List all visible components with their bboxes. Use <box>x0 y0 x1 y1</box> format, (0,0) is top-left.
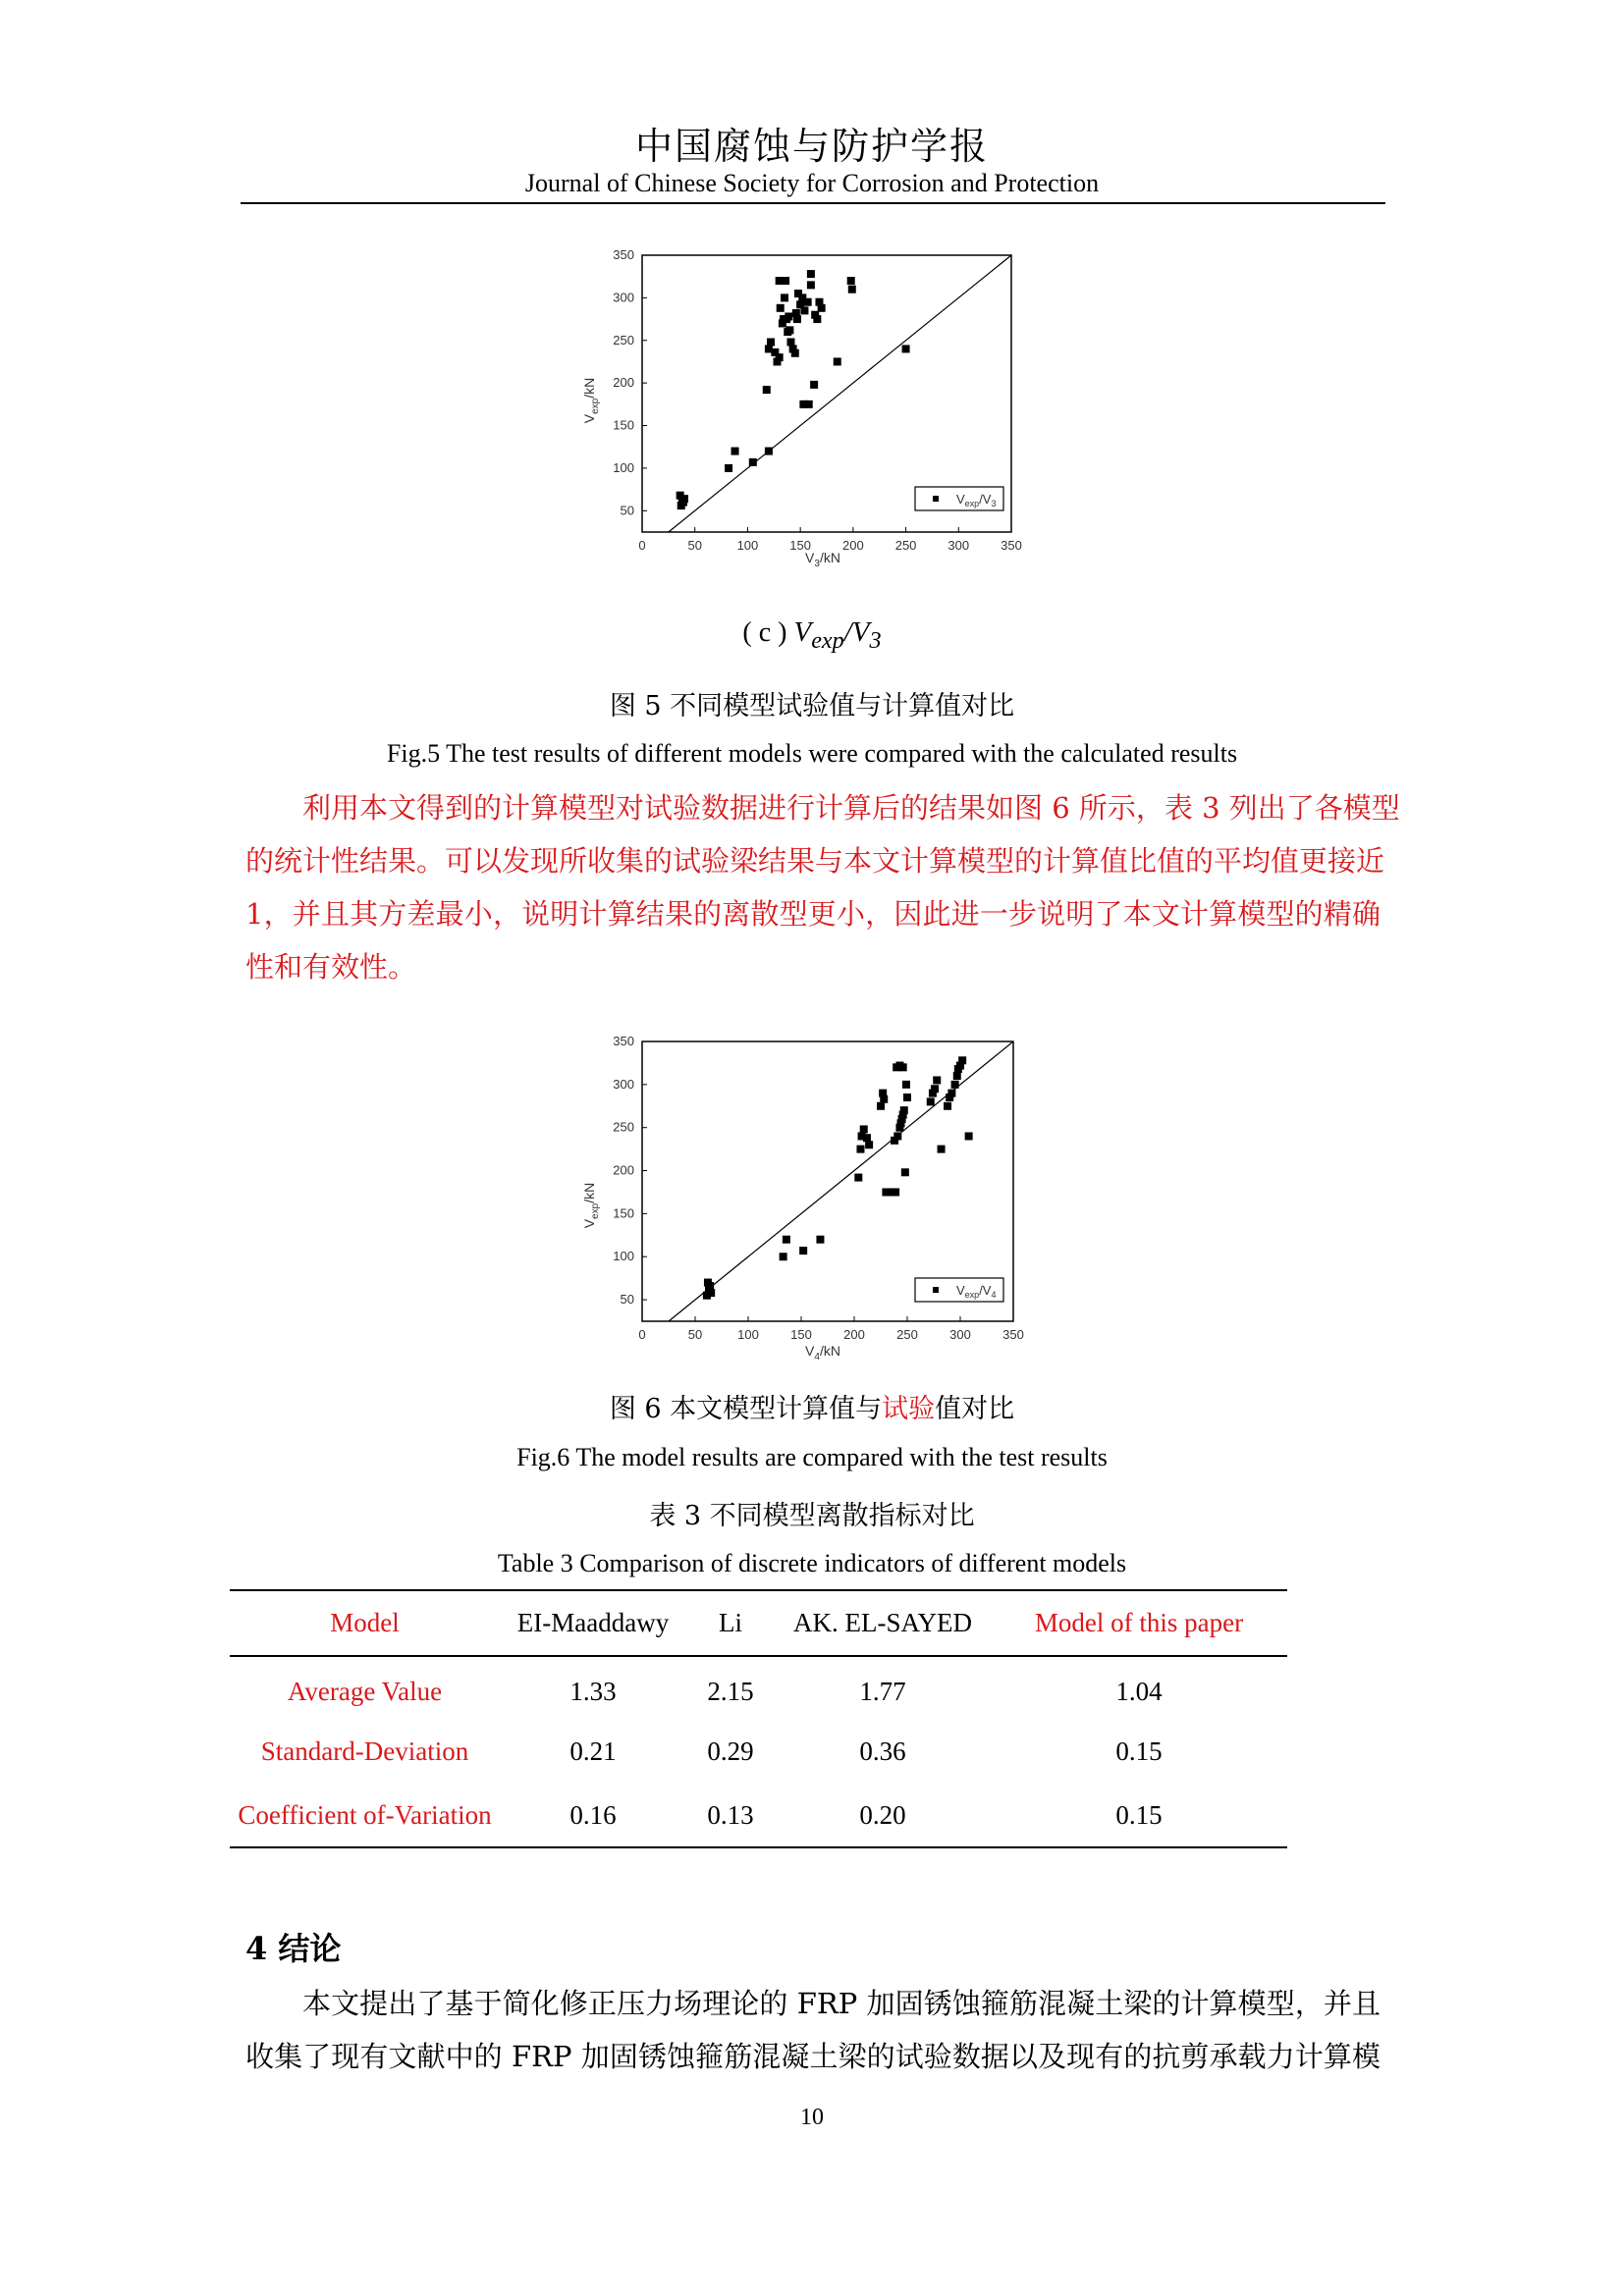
table-row <box>230 1720 1287 1784</box>
y-axis-label: $V_{exp}/kN$ <box>581 1182 601 1229</box>
y-tick-label: 150 <box>613 417 634 433</box>
x-tick-label: 50 <box>687 538 702 553</box>
data-point <box>847 277 855 285</box>
table-header-cell: AK. EL-SAYED <box>793 1608 972 1637</box>
x-tick-label: 50 <box>687 1327 703 1342</box>
x-tick-label: 350 <box>1002 1327 1024 1342</box>
conclusion-paragraph <box>245 1977 1380 2083</box>
data-point <box>799 1247 807 1255</box>
data-point <box>804 298 812 306</box>
results-paragraph <box>245 781 1400 993</box>
data-point <box>947 1090 955 1097</box>
data-point <box>785 326 793 334</box>
data-point <box>958 1056 966 1064</box>
legend-label: $V_{exp}/V_3$ <box>956 492 997 508</box>
paragraph-line: 本文提出了基于简化修正压力场理论的 FRP 加固锈蚀箍筋混凝土梁的计算模型，并且 <box>302 1987 1380 2020</box>
paragraph-line: 的统计性结果。可以发现所收集的试验梁结果与本文计算模型的计算值比值的平均值更接近 <box>245 844 1385 878</box>
data-point <box>791 349 799 357</box>
data-point <box>900 1106 908 1114</box>
x-axis-label: $V_4/kN$ <box>805 1343 840 1362</box>
y-tick-label: 350 <box>613 1034 634 1048</box>
table-row <box>230 1784 1287 1847</box>
data-point <box>680 495 688 503</box>
figure-6-scatter-chart <box>550 1023 1060 1366</box>
data-point <box>848 286 856 294</box>
data-point <box>818 304 826 312</box>
x-tick-label: 200 <box>843 1327 865 1342</box>
x-tick-label: 0 <box>638 538 646 553</box>
data-point <box>902 345 910 352</box>
y-axis-label: $V_{exp}/kN$ <box>581 377 601 424</box>
table-row <box>230 1656 1287 1720</box>
table-header-cell: Model <box>330 1608 400 1637</box>
data-point <box>860 1125 868 1133</box>
y-tick-label: 50 <box>620 503 634 518</box>
table-header-cell: Li <box>719 1608 742 1637</box>
data-point <box>810 381 818 389</box>
y-tick-label: 250 <box>613 332 634 347</box>
paragraph-line: 利用本文得到的计算模型对试验数据进行计算后的结果如图 6 所示，表 3 列出了各模型 <box>302 791 1400 825</box>
figure-5c-scatter-chart <box>550 236 1060 579</box>
data-point <box>782 277 789 285</box>
figure-6-caption-cn: 图 6 本文模型计算值与试验值对比 <box>609 1394 1015 1424</box>
figure-5-caption-cn: 图 5 不同模型试验值与计算值对比 <box>609 691 1015 721</box>
table-cell: 1.77 <box>859 1676 906 1706</box>
table-cell: 0.15 <box>1115 1799 1163 1830</box>
data-point <box>863 1134 871 1142</box>
legend-marker <box>933 496 939 502</box>
table-cell: 0.13 <box>707 1799 754 1830</box>
data-point <box>927 1097 935 1105</box>
x-tick-label: 350 <box>1001 538 1022 553</box>
paragraph-line: 1，并且其方差最小，说明计算结果的离散型更小，因此进一步说明了本文计算模型的精确 <box>245 897 1380 931</box>
header-divider <box>241 202 1385 204</box>
data-point <box>763 386 771 394</box>
data-point <box>816 1236 824 1244</box>
table-cell: 2.15 <box>707 1676 754 1706</box>
table-row-label: Coefficient of-Variation <box>238 1799 492 1830</box>
data-point <box>807 281 815 289</box>
legend-marker <box>933 1287 939 1293</box>
x-axis-label: $V_3/kN$ <box>805 550 840 569</box>
x-tick-label: 0 <box>638 1327 646 1342</box>
table-cell: 0.36 <box>859 1736 906 1766</box>
x-tick-label: 150 <box>790 1327 812 1342</box>
x-tick-label: 150 <box>789 538 811 553</box>
data-point <box>931 1085 939 1093</box>
data-point <box>965 1132 973 1140</box>
data-point <box>805 400 813 408</box>
data-point <box>800 306 808 314</box>
y-tick-label: 350 <box>613 247 634 262</box>
data-point <box>703 1292 711 1300</box>
table-cell: 0.20 <box>859 1799 906 1830</box>
data-point <box>902 1081 910 1089</box>
data-point <box>944 1102 951 1110</box>
data-point <box>777 304 785 312</box>
data-point <box>856 1146 864 1153</box>
y-tick-label: 250 <box>613 1119 634 1135</box>
data-point <box>783 1236 790 1244</box>
section-4-heading: 4 结论 <box>245 1930 342 1967</box>
figure-5-caption-en: Fig.5 The test results of different models were compared with the calculated results <box>386 739 1238 768</box>
data-point <box>880 1095 888 1103</box>
data-point <box>731 448 739 455</box>
y-tick-label: 200 <box>613 375 634 391</box>
table-3-caption-en: Table 3 Comparison of discrete indicators of different models <box>497 1549 1127 1577</box>
paragraph-line: 性和有效性。 <box>245 950 417 984</box>
data-point <box>786 339 794 347</box>
data-point <box>725 464 732 472</box>
table-cell: 0.21 <box>569 1736 617 1766</box>
table-header-row <box>230 1590 1287 1656</box>
table-cell: 1.33 <box>569 1676 617 1706</box>
chart-legend <box>915 1278 1003 1302</box>
data-point <box>767 339 775 347</box>
journal-title-en: Journal of Chinese Society for Corrosion and Protection <box>524 169 1100 197</box>
data-point <box>892 1188 899 1196</box>
x-tick-label: 250 <box>894 538 917 553</box>
table-3-caption-cn: 表 3 不同模型离散指标对比 <box>649 1501 975 1531</box>
data-point <box>765 448 773 455</box>
y-tick-label: 300 <box>613 290 634 305</box>
data-point <box>953 1072 961 1080</box>
data-point <box>776 353 784 361</box>
data-point <box>749 458 757 466</box>
table-cell: 0.16 <box>569 1799 617 1830</box>
x-tick-label: 300 <box>949 1327 971 1342</box>
journal-title-cn: 中国腐蚀与防护学报 <box>634 125 989 168</box>
x-tick-label: 200 <box>842 538 864 553</box>
x-tick-label: 100 <box>737 1327 759 1342</box>
data-point <box>899 1063 907 1071</box>
data-point <box>893 1132 901 1140</box>
table-3 <box>230 1589 1287 1848</box>
data-point <box>903 1094 911 1101</box>
data-point <box>877 1102 885 1110</box>
data-point <box>813 315 821 323</box>
data-point <box>901 1168 909 1176</box>
table-header-cell: Model of this paper <box>1034 1608 1244 1637</box>
table-row-label: Average Value <box>287 1676 443 1706</box>
data-point <box>854 1174 862 1182</box>
table-header-cell: EI-Maaddawy <box>516 1608 670 1637</box>
y-tick-label: 100 <box>613 459 634 475</box>
data-point <box>807 270 815 278</box>
data-point <box>792 309 800 317</box>
x-tick-label: 100 <box>736 538 759 553</box>
paragraph-line: 收集了现有文献中的 FRP 加固锈蚀箍筋混凝土梁的试验数据以及现有的抗剪承载力计算模 <box>245 2040 1380 2073</box>
x-tick-label: 250 <box>896 1327 918 1342</box>
y-tick-label: 300 <box>613 1076 634 1092</box>
data-point <box>951 1081 959 1089</box>
data-point <box>785 312 792 320</box>
y-tick-label: 150 <box>613 1205 634 1221</box>
data-point <box>834 357 841 365</box>
y-tick-label: 50 <box>620 1292 634 1308</box>
y-tick-label: 100 <box>613 1249 634 1264</box>
data-point <box>781 294 788 301</box>
data-point <box>938 1146 946 1153</box>
page-number: 10 <box>800 2105 824 2130</box>
table-cell: 0.15 <box>1115 1736 1163 1766</box>
chart-legend <box>915 487 1003 510</box>
table-row-label: Standard-Deviation <box>260 1736 469 1766</box>
legend-label: $V_{exp}/V_4$ <box>956 1283 997 1300</box>
table-cell: 1.04 <box>1115 1676 1163 1706</box>
figure-6-caption-en: Fig.6 The model results are compared with the test results <box>516 1443 1108 1471</box>
figure-5c-subcaption: ( c ) $V_{exp}/V_3$ <box>742 616 882 654</box>
data-point <box>865 1141 873 1148</box>
x-tick-label: 300 <box>947 538 970 553</box>
data-point <box>933 1076 941 1084</box>
table-cell: 0.29 <box>707 1736 754 1766</box>
data-point <box>780 1253 787 1260</box>
y-tick-label: 200 <box>613 1162 634 1178</box>
